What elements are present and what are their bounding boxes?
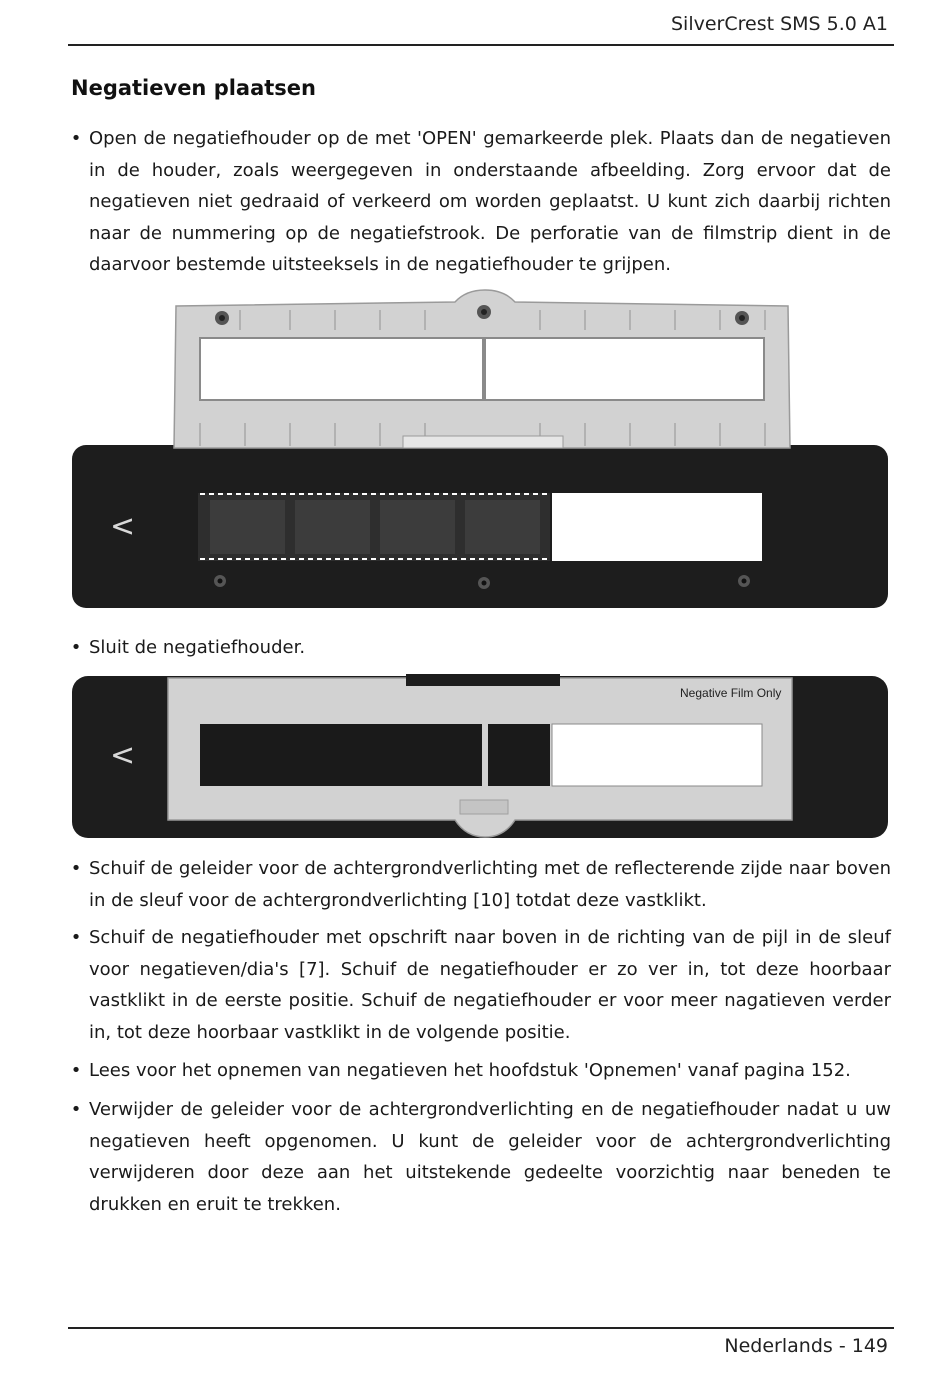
bullet-marker: • [70, 858, 82, 879]
footer-rule [68, 1327, 894, 1329]
bullet-marker: • [70, 128, 82, 149]
direction-arrow-icon: < [110, 509, 136, 544]
bullet-item-insert-holder [70, 922, 891, 1048]
holder-open-illustration [70, 288, 890, 610]
bullet-item-remove [70, 1094, 891, 1220]
bullet-item-close-holder [70, 632, 891, 664]
bullet-item-open-holder [70, 123, 891, 281]
negative-film-only-label: Negative Film Only [680, 686, 782, 700]
bullet-item-insert-guide [70, 853, 891, 916]
section-title: Negatieven plaatsen [71, 76, 316, 100]
bullet-text: Verwijder de geleider voor de achtergrondverlichting en de negatiefhouder nadat u uw negatieven heeft opgenomen. U kunt de geleider voor de achtergrondverlichting verwijderen door deze aan het uitstekende gedeelte voorzichtig naar beneden te drukken en eruit te trekken. [89, 1099, 891, 1215]
bullet-text: Lees voor het opnemen van negatieven het hoofdstuk 'Opnemen' vanaf pagina 152. [89, 1060, 851, 1081]
light-window [552, 493, 762, 561]
negative-window-middle [488, 724, 550, 786]
holder-closed-illustration [70, 672, 890, 842]
bullet-marker: • [70, 637, 82, 658]
figure-closed-negative-holder [70, 672, 890, 842]
direction-arrow-icon: < [110, 738, 136, 773]
running-header: SilverCrest SMS 5.0 A1 [671, 13, 888, 35]
bullet-text: Schuif de geleider voor de achtergrondverlichting met de reflecterende zijde naar boven in de sleuf voor de achtergrondverlichting [10] totdat deze vastklikt. [89, 858, 891, 911]
bullet-marker: • [70, 1099, 82, 1120]
light-window [552, 724, 762, 786]
page-footer: Nederlands - 149 [724, 1335, 888, 1357]
bullet-marker: • [70, 927, 82, 948]
lid-tab [406, 674, 560, 686]
open-notch [403, 436, 563, 448]
bullet-item-read-chapter [70, 1055, 891, 1087]
bullet-text: Schuif de negatiefhouder met opschrift naar boven in de richting van de pijl in de sleuf voor negatieven/dia's [7]. Schuif de negatiefhouder er zo ver in, tot deze hoorbaar vastklikt in de eerste positie. Schuif de negatiefhouder er voor meer nagatieven verder in, tot deze hoorbaar vastklikt in de volgende positie. [89, 927, 891, 1043]
figure-open-negative-holder [70, 288, 890, 610]
bullet-text: Open de negatiefhouder op de met 'OPEN' gemarkeerde plek. Plaats dan de negatieven in de houder, zoals weergegeven in onderstaande afbeelding. Zorg ervoor dat de negatieven niet gedraaid of verkeerd om worden geplaatst. U kunt zich daarbij richten naar de nummering op de negatiefstrook. De perforatie van de filmstrip dient in de daarvoor bestemde uitsteeksels in de negatiefhouder te grijpen. [89, 128, 891, 275]
open-marker [460, 800, 508, 814]
bullet-marker: • [70, 1060, 82, 1081]
bullet-text: Sluit de negatiefhouder. [89, 637, 306, 658]
header-rule [68, 44, 894, 46]
negative-window-left [200, 724, 482, 786]
